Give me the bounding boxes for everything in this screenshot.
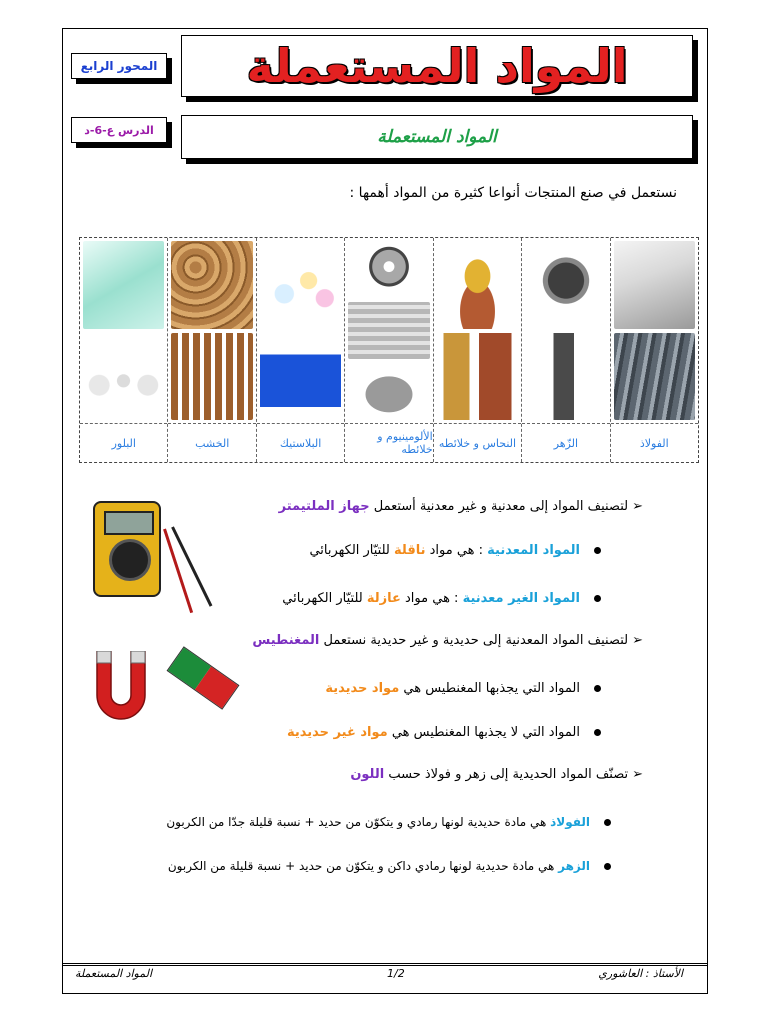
- glass-sheets-image: [83, 241, 164, 329]
- footer-teacher: الأستاذ : العاشوري: [598, 967, 683, 980]
- keyword-color: اللون: [350, 767, 385, 782]
- material-column-cast-iron: [521, 238, 609, 462]
- multimeter-icon: [93, 501, 161, 597]
- materials-table: [79, 237, 699, 463]
- vise-image: [525, 241, 606, 329]
- bullet-dot-icon: [594, 547, 601, 554]
- material-column-plastic: [256, 238, 344, 462]
- material-column-steel: [610, 238, 698, 462]
- material-label: النحاس و خلائطه: [434, 423, 521, 462]
- material-column-wood: [167, 238, 255, 462]
- section3-bullet-2: الزهر هي مادة حديدية لونها رمادي داكن و يتكوّن من حديد + نسبة قليلة من الكربون: [168, 859, 611, 873]
- worksheet-page: [62, 28, 708, 994]
- bullet-dot-icon: [594, 685, 601, 692]
- bar-magnet-icon: [167, 646, 240, 710]
- drill-press-image: [525, 333, 606, 421]
- arrow-bullet-icon: ➢: [632, 767, 643, 782]
- section1-bullet-2: المواد الغير معدنية : هي مواد عازلة للتيّار الكهربائي: [282, 591, 601, 606]
- plastic-crate-image: [260, 333, 341, 421]
- section1-heading: ➢لتصنيف المواد إلى معدنية و غير معدنية أستعمل جهاز الملتيمتر: [278, 499, 643, 514]
- unit-label: المحور الرابع: [80, 59, 158, 73]
- bullet-dot-icon: [604, 819, 611, 826]
- keyword-magnet: المغنطيس: [252, 633, 320, 648]
- firewood-image: [171, 241, 252, 329]
- material-label: الخشب: [168, 423, 255, 462]
- bullet-dot-icon: [604, 863, 611, 870]
- keyword-multimeter: جهاز الملتيمتر: [278, 499, 370, 514]
- section3-bullet-1: الفولاذ هي مادة حديدية لونها رمادي و يتكوّن من حديد + نسبة قليلة جدّا من الكربون: [166, 815, 611, 829]
- aluminium-cart-image: [348, 302, 429, 359]
- material-column-aluminium: [344, 238, 432, 462]
- material-label: البلور: [80, 423, 167, 462]
- section3-heading: ➢تصنّف المواد الحديدية إلى زهر و فولاذ حسب اللون: [350, 767, 643, 782]
- bullet-dot-icon: [594, 595, 601, 602]
- bell-pot-image: [437, 241, 518, 329]
- arrow-bullet-icon: ➢: [632, 499, 643, 514]
- section2-bullet-1: المواد التي يجذبها المغنطيس هي مواد حديدية: [325, 681, 601, 696]
- plastic-bottles-image: [260, 241, 341, 329]
- intro-text: نستعمل في صنع المنتجات أنواعا كثيرة من المواد أهمها :: [349, 185, 677, 201]
- steel-profiles-image: [614, 333, 695, 421]
- wood-fence-image: [171, 333, 252, 421]
- horseshoe-magnet-icon: [91, 651, 151, 729]
- valve-pipe-image: [437, 333, 518, 421]
- material-column-copper: [433, 238, 521, 462]
- lesson-label: الدرس ع-6-د: [84, 123, 154, 137]
- material-label: الفولاذ: [611, 423, 698, 462]
- bullet-dot-icon: [594, 729, 601, 736]
- unit-box: [71, 53, 167, 79]
- wheel-rim-image: [348, 241, 429, 298]
- engine-block-image: [348, 363, 429, 420]
- page-title: المواد المستعملة: [246, 39, 628, 93]
- footer-topic: المواد المستعملة: [75, 967, 153, 980]
- glassware-image: [83, 333, 164, 421]
- footer-divider: [63, 963, 707, 966]
- page-subtitle: المواد المستعملة: [377, 127, 497, 147]
- arrow-bullet-icon: ➢: [632, 633, 643, 648]
- material-label: الألومينيوم و خلائطه: [345, 423, 432, 462]
- steel-ubolt-image: [614, 241, 695, 329]
- title-box: [181, 35, 693, 97]
- section1-bullet-1: المواد المعدنية : هي مواد ناقلة للتيّار الكهربائي: [309, 543, 601, 558]
- footer-page-number: 1/2: [387, 967, 405, 980]
- subtitle-box: [181, 115, 693, 159]
- material-label: الزّهر: [522, 423, 609, 462]
- lesson-box: [71, 117, 167, 143]
- section2-heading: ➢لتصنيف المواد المعدنية إلى حديدية و غير حديدية نستعمل المغنطيس: [252, 633, 643, 648]
- material-label: البلاستيك: [257, 423, 344, 462]
- section2-bullet-2: المواد التي لا يجذبها المغنطيس هي مواد غير حديدية: [287, 725, 601, 740]
- material-column-glass: [80, 238, 167, 462]
